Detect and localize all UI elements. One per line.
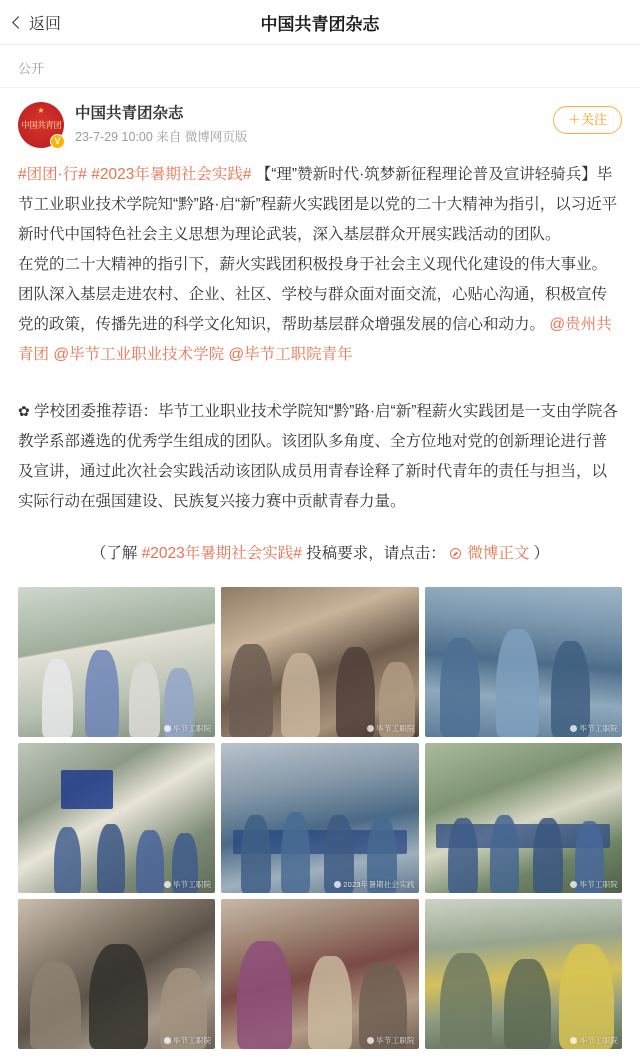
watermark-dot-icon <box>570 1037 577 1044</box>
watermark-text: 毕节工职院 <box>172 723 212 733</box>
image-grid <box>18 587 622 1059</box>
author-meta <box>75 102 553 146</box>
follow-button[interactable]: ＋关注 <box>553 106 622 134</box>
image-watermark <box>164 723 212 734</box>
image-watermark <box>164 1035 212 1046</box>
image-watermark <box>570 879 618 890</box>
post-image-9[interactable] <box>425 899 622 1049</box>
image-watermark <box>367 723 415 734</box>
watermark-text: 毕节工职院 <box>579 723 618 733</box>
post-paragraph-1 <box>18 160 622 250</box>
watermark-dot-icon <box>164 725 171 732</box>
link-icon <box>450 548 461 559</box>
image-watermark <box>570 1035 618 1046</box>
image-thumbnail <box>221 899 418 1049</box>
watermark-dot-icon <box>164 881 171 888</box>
post-paragraph-2-text: 在党的二十大精神的指引下，薪火实践团积极投身于社会主义现代化建设的伟大事业。团队深入基层走进农村、企业、社区、学校与群众面对面交流，心贴心沟通，积极宣传党的政策，传播先进的科学文化知识，帮助基层群众增强发展的信心和动力。 <box>18 256 608 333</box>
cta-prefix: （了解 <box>90 545 138 562</box>
watermark-dot-icon <box>334 881 341 888</box>
image-thumbnail <box>425 743 622 893</box>
image-thumbnail <box>18 743 215 893</box>
post-paragraph-1-text: 【“理”赞新时代·筑梦新征程理论普及宣讲轻骑兵】毕节工业职业技术学院知“黔”路·启“新”程薪火实践团是以党的二十大精神为指引，以习近平新时代中国特色社会主义思想为理论武装，深入基层群众开展实践活动的团队。 <box>18 166 618 243</box>
mention-bijie-youth[interactable]: @毕节工职院青年 <box>228 346 353 363</box>
submission-cta <box>18 539 622 569</box>
page-title: 中国共青团杂志 <box>260 14 380 34</box>
paragraph-spacer <box>18 370 622 396</box>
post-image-8[interactable] <box>221 899 418 1049</box>
watermark-text: 毕节工职院 <box>579 1035 618 1045</box>
hashtag-tuantuanxing[interactable]: #团团·行# <box>18 166 87 183</box>
watermark-text: 2023年暑期社会实践 <box>343 879 415 889</box>
watermark-text: 毕节工职院 <box>172 1035 212 1045</box>
post-timestamp: 23-7-29 10:00 <box>75 130 153 144</box>
cta-suffix: ） <box>533 545 550 562</box>
watermark-text: 毕节工职院 <box>376 723 415 733</box>
flag-shape <box>61 770 112 809</box>
image-thumbnail <box>425 899 622 1049</box>
post-paragraph-2 <box>18 250 622 370</box>
top-navbar <box>0 0 640 44</box>
post-image-1[interactable] <box>18 587 215 737</box>
mention-guizhou[interactable]: @贵州共青团 <box>18 316 612 363</box>
hashtag-summer-practice[interactable]: #2023年暑期社会实践# <box>91 166 252 183</box>
image-thumbnail <box>18 587 215 737</box>
image-watermark <box>334 879 414 890</box>
source-prefix: 来自 <box>156 130 182 144</box>
post-text <box>18 160 622 517</box>
mention-bijie-college[interactable]: @毕节工业职业技术学院 <box>53 346 225 363</box>
avatar-logo-text: 中国共青团 <box>20 120 62 130</box>
image-thumbnail <box>425 587 622 737</box>
back-button[interactable] <box>14 11 61 34</box>
visibility-label: 公开 <box>18 61 45 76</box>
image-thumbnail <box>221 743 418 893</box>
chevron-left-icon <box>12 16 25 29</box>
star-icon: ★ <box>37 106 45 115</box>
watermark-text: 毕节工职院 <box>376 1035 415 1045</box>
cta-hashtag[interactable]: #2023年暑期社会实践# <box>141 545 302 562</box>
image-thumbnail <box>18 899 215 1049</box>
post-paragraph-3-text: 学校团委推荐语：毕节工业职业技术学院知“黔”路·启“新”程薪火实践团是一支由学院各教学系部遴选的优秀学生组成的团队。该团队多角度、全方位地对党的创新理论进行普及宣讲，通过此次社会实践活动该团队成员用青春诠释了新时代青年的责任与担当，以实际行动在强国建设、民族复兴接力赛中贡献青春力量。 <box>18 403 618 510</box>
post-container <box>0 88 640 1059</box>
cta-middle: 投稿要求，请点击： <box>306 545 446 562</box>
post-paragraph-3 <box>18 396 622 517</box>
post-image-2[interactable] <box>221 587 418 737</box>
post-image-5[interactable] <box>221 743 418 893</box>
author-row <box>18 88 622 154</box>
source-name[interactable]: 微博网页版 <box>184 130 248 144</box>
author-name[interactable]: 中国共青团杂志 <box>75 105 184 122</box>
weibo-article-link[interactable]: 微博正文 <box>467 545 530 562</box>
post-image-4[interactable] <box>18 743 215 893</box>
post-image-6[interactable] <box>425 743 622 893</box>
watermark-text: 毕节工职院 <box>579 879 618 889</box>
watermark-dot-icon <box>164 1037 171 1044</box>
image-watermark <box>570 723 618 734</box>
verified-badge-icon: V <box>50 134 65 149</box>
post-image-3[interactable] <box>425 587 622 737</box>
image-thumbnail <box>221 587 418 737</box>
avatar[interactable] <box>18 102 64 148</box>
post-image-7[interactable] <box>18 899 215 1049</box>
watermark-text: 毕节工职院 <box>172 879 212 889</box>
image-watermark <box>164 879 212 890</box>
flower-icon: ✿ <box>18 403 30 419</box>
watermark-dot-icon <box>570 881 577 888</box>
back-button-label: 返回 <box>29 15 62 33</box>
watermark-dot-icon <box>367 725 374 732</box>
post-meta <box>75 129 553 146</box>
watermark-dot-icon <box>570 725 577 732</box>
watermark-dot-icon <box>367 1037 374 1044</box>
image-watermark <box>367 1035 415 1046</box>
